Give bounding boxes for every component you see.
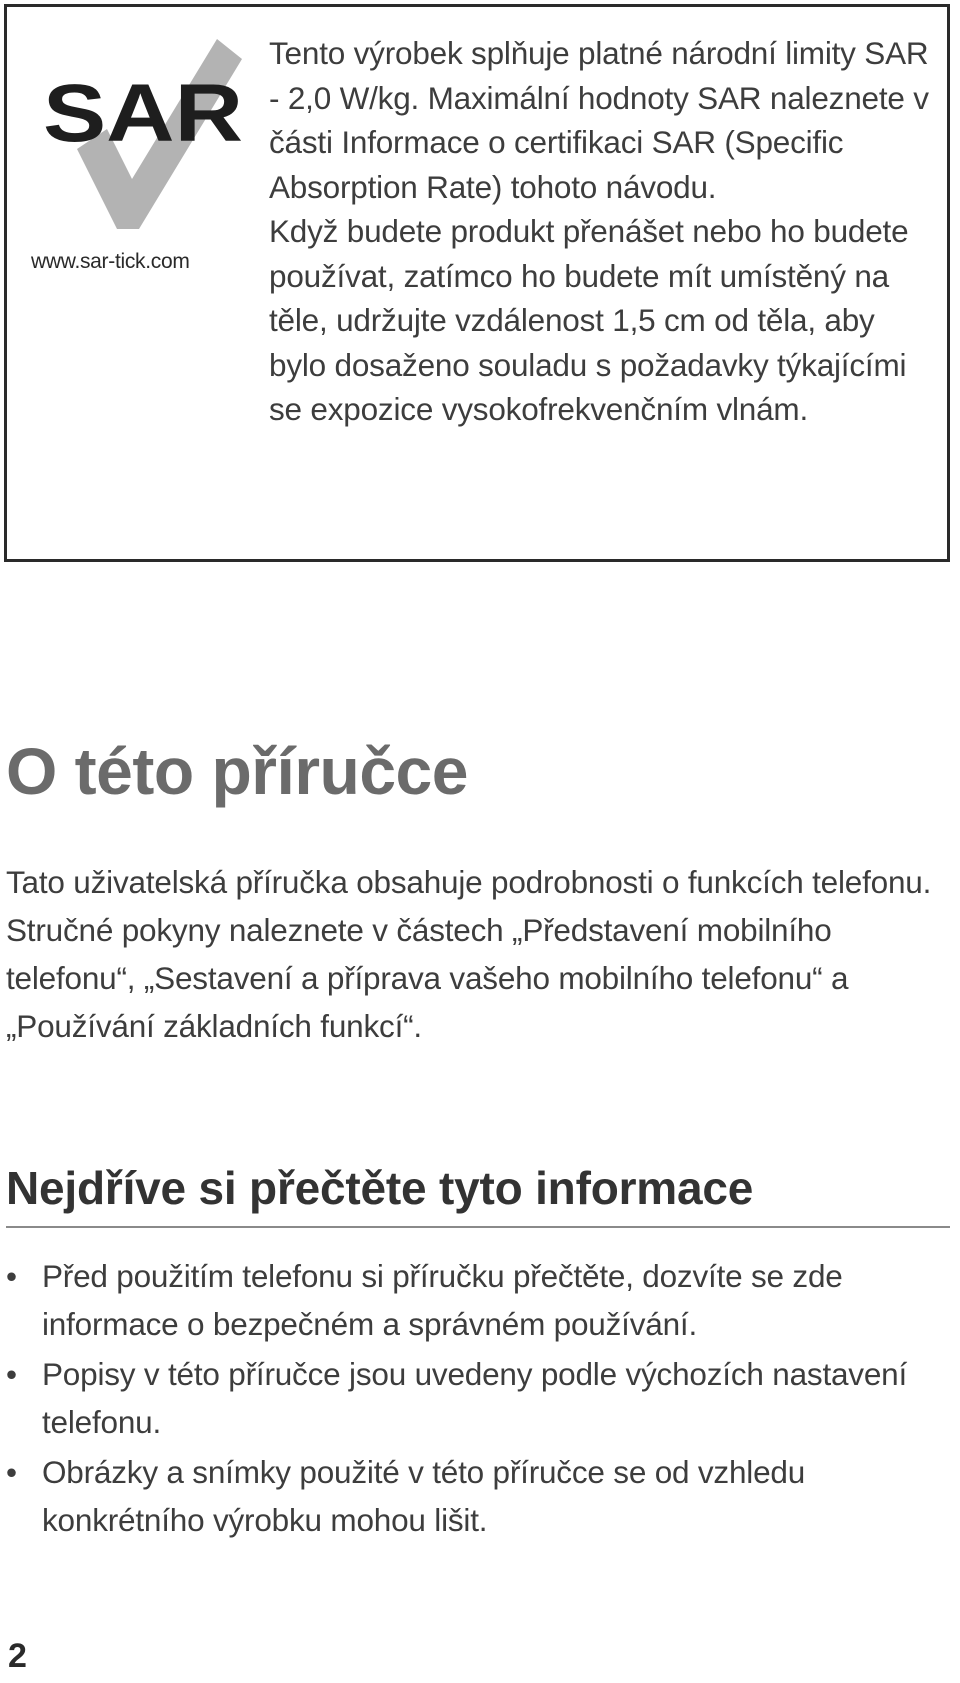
sar-paragraph-2: Když budete produkt přenášet nebo ho budete používat, zatímco ho budete mít umístěný na těle, udržujte vzdálenost 1,5 cm od těla, aby bylo dosaženo souladu s požadavky týkajícími se expozice vysokofrekvenčním vlnám. — [269, 213, 909, 427]
list-item — [6, 1448, 946, 1544]
list-item — [6, 1252, 946, 1348]
sar-logo-text: SAR — [43, 68, 243, 159]
list-item-text: Před použitím telefonu si příručku přečtěte, dozvíte se zde informace o bezpečném a správném používání. — [42, 1258, 843, 1342]
about-text: Tato uživatelská příručka obsahuje podrobnosti o funkcích telefonu. Stručné pokyny naleznete v částech „Představení mobilního telefonu“, „Sestavení a příprava vašeho mobilního telefonu“ a „Používání základních funkcí“. — [6, 864, 932, 1044]
list-item-text: Obrázky a snímky použité v této příručce se od vzhledu konkrétního výrobku mohou lišit. — [42, 1454, 806, 1538]
read-first-list — [6, 1252, 946, 1546]
heading-divider — [6, 1226, 950, 1228]
bullet-icon: • — [6, 1258, 17, 1294]
page-number: 2 — [8, 1637, 27, 1675]
sar-paragraph-1: Tento výrobek splňuje platné národní limity SAR - 2,0 W/kg. Maximální hodnoty SAR naleznete v části Informace o certifikaci SAR (Specific Absorption Rate) tohoto návodu. — [269, 35, 929, 205]
bullet-icon: • — [6, 1454, 17, 1490]
about-title: O této příručce — [6, 734, 468, 808]
sar-text — [269, 31, 939, 432]
read-first-title: Nejdříve si přečtěte tyto informace — [6, 1162, 754, 1214]
list-item-text: Popisy v této příručce jsou uvedeny podle výchozích nastavení telefonu. — [42, 1356, 908, 1440]
sar-info-box — [4, 4, 950, 562]
sar-tick-logo — [37, 29, 267, 239]
bullet-icon: • — [6, 1356, 17, 1392]
list-item — [6, 1350, 946, 1446]
sar-url: www.sar-tick.com — [31, 250, 190, 273]
